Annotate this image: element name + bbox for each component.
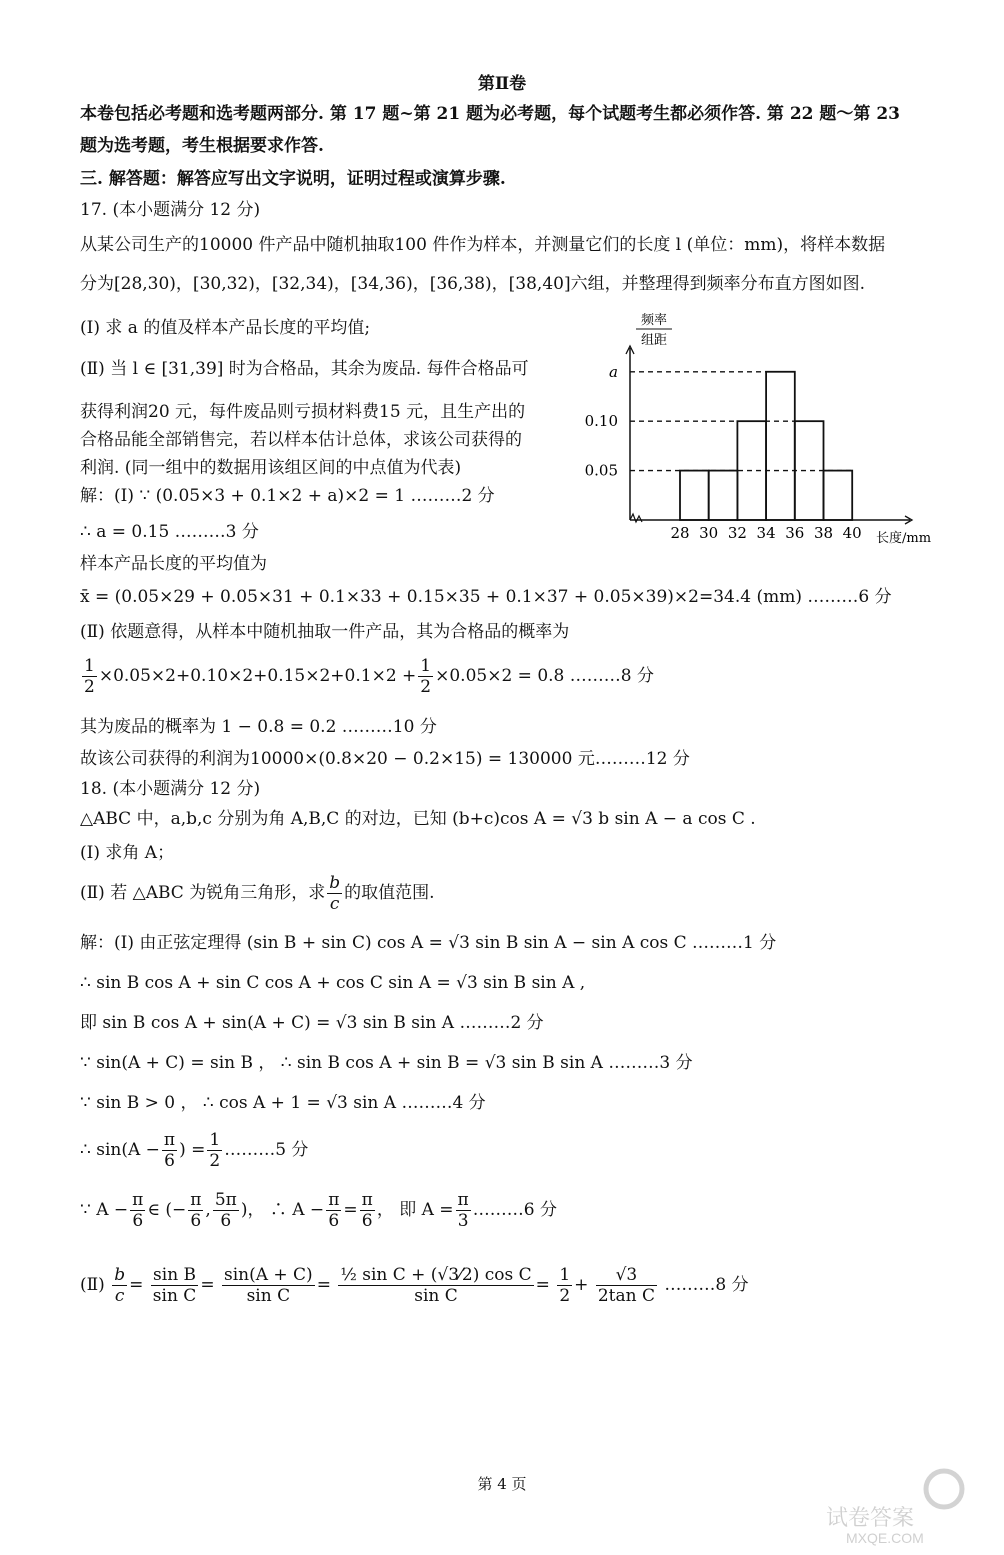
histogram-bar (709, 471, 738, 520)
x-tick-label: 28 (670, 524, 690, 542)
histogram-bar (824, 471, 853, 520)
q18-sol-6: ∴ sin(A − $\frac{\pi}{6}$ ) = $\frac{1}{2}$ ………5 分 (80, 1130, 309, 1171)
q17-stem-1: 从某公司生产的10000 件产品中随机抽取100 件作为样本，并测量它们的长度 l (单位：mm)，将样本数据 (80, 235, 886, 255)
q18-part-2: (Ⅱ) 若 △ABC 为锐角三角形，求 $\frac{b}{c}$ 的取值范围. (80, 873, 435, 914)
fraction-pi-6: $\frac{\pi}{6}$ (190, 1190, 202, 1231)
histogram-bar (680, 471, 709, 520)
q17-stem-2: 分为[28,30)，[30,32)，[32,34)，[34,36)，[36,38)，[38,40]六组，并整理得到频率分布直方图如图. (80, 274, 865, 294)
x-tick-label: 40 (842, 524, 862, 542)
x-tick-label: 34 (756, 524, 776, 542)
page-number: 第 4 页 (477, 1475, 527, 1493)
fraction-pi-6: $\frac{\pi}{6}$ (132, 1190, 144, 1231)
y-axis-label-bottom: 组距 (640, 333, 668, 348)
fraction-root3-2tanC: $\frac{√3}{\text{2tan C}}$ (597, 1265, 655, 1306)
q17-part-1: (Ⅰ) 求 a 的值及样本产品长度的平均值; (80, 318, 371, 338)
fraction-pi-3: $\frac{\pi}{3}$ (457, 1190, 469, 1231)
fraction-b-over-c: $\frac{b}{c}$ (114, 1265, 126, 1306)
q18-sol-2: ∴ sin B cos A + sin C cos A + cos C sin A = √3 sin B sin A , (80, 973, 586, 993)
y-tick-label: 0.05 (584, 461, 618, 480)
q17-sol-8: 故该公司获得的利润为10000×(0.8×20 − 0.2×15) = 130000 元………12 分 (80, 749, 690, 769)
x-axis-label: 长度/mm (876, 531, 932, 546)
axis-break (630, 514, 642, 522)
intro-line-1: 本卷包括必考题和选考题两部分. 第 17 题~第 21 题为必考题，每个试题考生都必须作答. 第 22 题～第 23 (80, 104, 900, 124)
q17-part-2d: 利润. (同一组中的数据用该组区间的中点值为代表) (80, 458, 462, 478)
watermark-logo (816, 1467, 976, 1547)
fraction-sinB-sinC: $\frac{\text{sin B}}{\text{sin C}}$ (152, 1265, 197, 1306)
histogram-bar (766, 372, 795, 520)
q17-sol-4: x̄ = (0.05×29 + 0.05×31 + 0.1×33 + 0.15×35 + 0.1×37 + 0.05×39)×2=34.4 (mm) ………6 分 (80, 587, 892, 607)
x-tick-label: 30 (699, 524, 719, 542)
intro-line-2: 题为选考题，考生根据要求作答. (80, 136, 324, 156)
q17-heading: 17. (本小题满分 12 分) (80, 200, 261, 220)
q17-part-2b: 获得利润20 元，每件废品则亏损材料费15 元，且生产出的 (80, 402, 526, 422)
q17-sol-3: 样本产品长度的平均值为 (80, 554, 267, 574)
fraction-half: $\frac{1}{2}$ (559, 1265, 571, 1306)
y-tick-label: 0.10 (584, 412, 618, 431)
q17-part-2a: (Ⅱ) 当 l ∈ [31,39] 时为合格品，其余为废品. 每件合格品可 (80, 359, 529, 379)
q17-sol-2: ∴ a = 0.15 ………3 分 (80, 522, 259, 542)
q18-sol-8: (Ⅱ) $\frac{b}{c}$ = $\frac{\text{sin B}}{\text{sin C}}$ = $\frac{\sin(A + C)}{\text{sin C}}$ = $\frac{\text{½ sin C + (√3⁄2) cos C}}{\text{sin C}}$ = $\frac{1}{2}$ + $\frac{√3}{\text{2tan C}}$ ………8 分 (80, 1265, 749, 1306)
x-tick-label: 32 (727, 524, 747, 542)
q18-sol-1: 解：(Ⅰ) 由正弦定理得 (sin B + sin C) cos A = √3 sin B sin A − sin A cos C ………1 分 (80, 933, 777, 953)
fraction-half: $\frac{1}{2}$ (209, 1130, 221, 1171)
watermark-site: MXQE.COM (846, 1530, 924, 1546)
x-tick-label: 38 (813, 524, 834, 542)
fraction-b-over-c: $\frac{b}{c}$ (329, 873, 341, 914)
q17-part-2c: 合格品能全部销售完，若以样本估计总体，求该公司获得的 (80, 430, 522, 450)
q18-stem: △ABC 中，a,b,c 分别为角 A,B,C 的对边，已知 (b+c)cos A = √3 b sin A − a cos C . (80, 809, 756, 829)
q18-sol-5: ∵ sin B > 0 ， ∴ cos A + 1 = √3 sin A ………4 分 (80, 1093, 486, 1113)
y-tick-label: a (609, 362, 618, 381)
fraction-expanded: $\frac{\text{½ sin C + (√3⁄2) cos C}}{\text{sin C}}$ (340, 1265, 532, 1306)
frequency-histogram (580, 308, 950, 548)
q18-sol-4: ∵ sin(A + C) = sin B ， ∴ sin B cos A + sin B = √3 sin B sin A ………3 分 (80, 1053, 693, 1073)
section-title: 第Ⅱ卷 (477, 74, 527, 94)
section-heading: 三. 解答题：解答应写出文字说明，证明过程或演算步骤. (80, 169, 506, 189)
fraction-pi-6: $\frac{\pi}{6}$ (163, 1130, 176, 1171)
q17-sol-5: (Ⅱ) 依题意得，从样本中随机抽取一件产品，其为合格品的概率为 (80, 622, 570, 642)
x-tick-label: 36 (785, 524, 805, 542)
fraction-pi-6: $\frac{\pi}{6}$ (361, 1190, 373, 1231)
q18-part-1: (Ⅰ) 求角 A； (80, 843, 175, 863)
q18-heading: 18. (本小题满分 12 分) (80, 779, 261, 799)
watermark-text: 试卷答案 (826, 1505, 915, 1530)
fraction-half: $\frac{1}{2}$ (420, 656, 432, 697)
fraction-5pi-6: $\frac{5\pi}{6}$ (214, 1190, 237, 1231)
fraction-sinAC-sinC: $\frac{\sin(A + C)}{\text{sin C}}$ (223, 1265, 313, 1306)
fraction-pi-6: $\frac{\pi}{6}$ (328, 1190, 340, 1231)
q17-sol-6: $\frac{1}{2}$ ×0.05×2+0.10×2+0.15×2+0.1×2 + $\frac{1}{2}$ ×0.05×2 = 0.8 ………8 分 (84, 656, 654, 697)
fraction-half: $\frac{1}{2}$ (84, 656, 95, 697)
q17-sol-7: 其为废品的概率为 1 − 0.8 = 0.2 ………10 分 (80, 717, 437, 737)
q17-sol-1: 解：(Ⅰ) ∵ (0.05×3 + 0.1×2 + a)×2 = 1 ………2 分 (80, 486, 495, 506)
q18-sol-7: ∵ A − $\frac{\pi}{6}$ ∈ (− $\frac{\pi}{6}$ , $\frac{5\pi}{6}$ )， ∴ A − $\frac{\pi}{6}$ = $\frac{\pi}{6}$ ， 即 A = $\frac{\pi}{3}$ ………6 分 (80, 1190, 557, 1231)
y-axis-label-top: 频率 (640, 313, 668, 328)
q18-sol-3: 即 sin B cos A + sin(A + C) = √3 sin B sin A ………2 分 (80, 1013, 544, 1033)
